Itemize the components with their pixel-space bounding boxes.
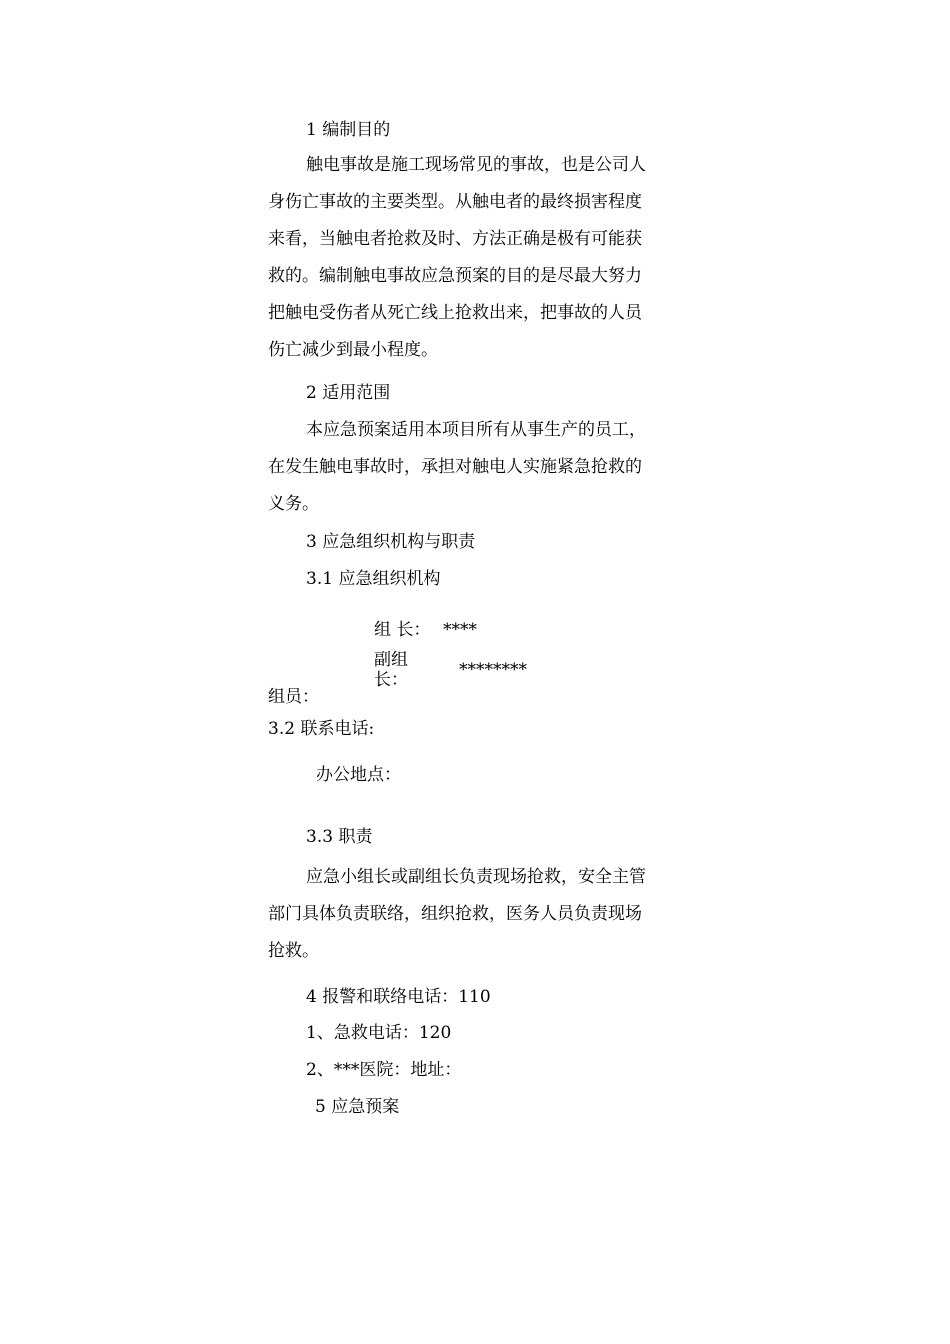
paragraph-line: 触电事故是施工现场常见的事故，也是公司人 bbox=[306, 155, 646, 175]
section-2-heading: 2 适用范围 bbox=[306, 383, 391, 403]
paragraph-line: 在发生触电事故时，承担对触电人实施紧急抢救的 bbox=[268, 457, 642, 477]
paragraph-line: 部门具体负责联络，组织抢救，医务人员负责现场 bbox=[268, 904, 642, 924]
section-3-3-heading: 3.3 职责 bbox=[306, 827, 373, 847]
section-3-2-heading: 3.2 联系电话: bbox=[268, 719, 375, 739]
paragraph-line: 抢救。 bbox=[268, 941, 319, 961]
hospital-item: 2、***医院：地址： bbox=[306, 1060, 462, 1080]
paragraph-line: 义务。 bbox=[268, 494, 319, 514]
section-1-heading: 1 编制目的 bbox=[306, 120, 391, 140]
section-4-heading: 4 报警和联络电话：110 bbox=[306, 987, 491, 1007]
paragraph-line: 把触电受伤者从死亡线上抢救出来，把事故的人员 bbox=[268, 303, 642, 323]
paragraph-line: 救的。编制触电事故应急预案的目的是尽最大努力 bbox=[268, 266, 642, 286]
paragraph-line: 身伤亡事故的主要类型。从触电者的最终损害程度 bbox=[268, 192, 642, 212]
section-5-heading: 5 应急预案 bbox=[315, 1097, 400, 1117]
paragraph-line: 本应急预案适用本项目所有从事生产的员工， bbox=[306, 420, 646, 440]
paragraph-line: 来看，当触电者抢救及时、方法正确是极有可能获 bbox=[268, 229, 642, 249]
members-label: 组员： bbox=[268, 687, 319, 707]
section-3-heading: 3 应急组织机构与职责 bbox=[306, 532, 476, 552]
emergency-phone-item: 1、急救电话：120 bbox=[306, 1023, 452, 1043]
office-label: 办公地点： bbox=[316, 765, 401, 785]
deputy-value: ******** bbox=[459, 660, 527, 680]
paragraph-line: 应急小组长或副组长负责现场抢救，安全主管 bbox=[306, 867, 646, 887]
leader-label: 组 长： bbox=[374, 620, 431, 640]
section-3-1-heading: 3.1 应急组织机构 bbox=[306, 569, 441, 589]
paragraph-line: 伤亡减少到最小程度。 bbox=[268, 340, 438, 360]
deputy-label-line2: 长： bbox=[374, 670, 408, 690]
deputy-label-line1: 副组 bbox=[374, 650, 408, 670]
leader-value: **** bbox=[443, 620, 477, 640]
